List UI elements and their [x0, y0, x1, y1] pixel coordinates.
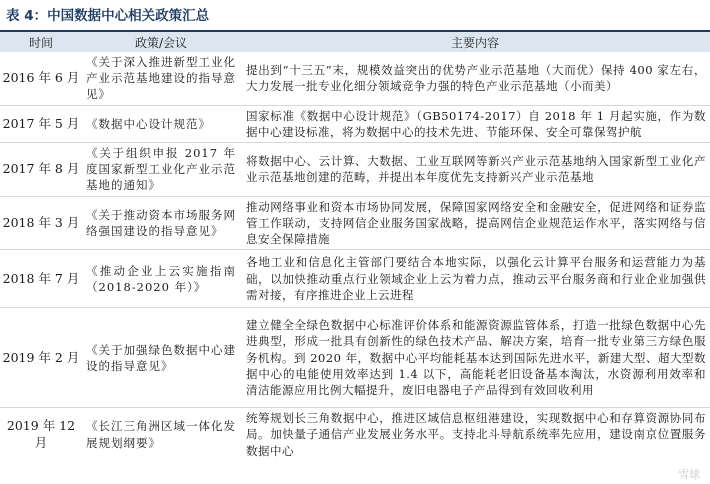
watermark: 雪球 — [678, 468, 700, 481]
table-row — [0, 250, 710, 308]
table-row — [0, 143, 710, 197]
row-content: 推动网络事业和资本市场协同发展，保障国家网络安全和金融安全，促进网络和证券监管工作联动，支持网信企业服务国家战略，提高网信企业规范运作水平，落实网络与信息安全保障措施 — [240, 196, 710, 250]
table-row — [0, 52, 710, 105]
row-time: 2019 年 2 月 — [0, 308, 82, 408]
row-content: 提出到“十三五”末，规模效益突出的优势产业示范基地（大而优）保持 400 家左右，大力发展一批专业化细分领域竞争力强的特色产业示范基地（小而美） — [240, 52, 710, 105]
row-policy: 《推动企业上云实施指南（2018-2020 年）》 — [82, 250, 240, 308]
table-row — [0, 308, 710, 408]
row-time: 2017 年 5 月 — [0, 105, 82, 142]
row-time: 2018 年 7 月 — [0, 250, 82, 308]
row-policy: 《关于组织申报 2017 年度国家新型工业化产业示范基地的通知》 — [82, 143, 240, 197]
row-content: 建立健全全绿色数据中心标准评价体系和能源资源监管体系，打造一批绿色数据中心先进典型，形成一批具有创新性的绿色技术产品、解决方案，培育一批专业第三方绿色服务机构。到 2020 年，数据中心平均能耗基本达到国际先进水平，新建大型、超大型数据中心的电能使用效率达到 1.4 以下，高能耗老旧设备基本淘汰，水资源利用效率和清洁能源应用比例大幅提升，废旧电器电子产品得到有效回收利用 — [240, 308, 710, 408]
row-content: 各地工业和信息化主管部门要结合本地实际，以强化云计算平台服务和运营能力为基础，以加快推动重点行业领域企业上云为着力点，推动云平台服务商和行业企业加强供需对接，有序推进企业上云进程 — [240, 250, 710, 308]
row-policy: 《长江三角洲区域一体化发展规划纲要》 — [86, 419, 236, 450]
row-time: 2016 年 6 月 — [0, 52, 82, 105]
table-title: 表 4：中国数据中心相关政策汇总 — [0, 0, 710, 32]
table-row — [0, 196, 710, 250]
table-row — [0, 408, 710, 461]
row-content: 国家标准《数据中心设计规范》（GB50174-2017）自 2018 年 1 月起实施，作为数据中心建设标准，将为数据中心的技术先进、节能环保、安全可靠保驾护航 — [240, 105, 710, 142]
header-policy: 政策/会议 — [82, 32, 240, 52]
row-content: 将数据中心、云计算、大数据、工业互联网等新兴产业示范基地纳入国家新型工业化产业示范基地创建的范畴，并提出本年度优先支持新兴产业示范基地 — [240, 143, 710, 197]
header-time: 时间 — [0, 32, 82, 52]
row-policy: 《关于加强绿色数据中心建设的指导意见》 — [82, 308, 240, 408]
table-header-row — [0, 32, 710, 52]
row-policy: 《关于深入推进新型工业化产业示范基地建设的指导意见》 — [82, 52, 240, 105]
row-policy: 《数据中心设计规范》 — [82, 105, 240, 142]
table-row — [0, 105, 710, 142]
header-content: 主要内容 — [240, 32, 710, 52]
row-time: 2019 年 12 月 — [6, 418, 76, 450]
policy-table — [0, 32, 710, 461]
row-time: 2018 年 3 月 — [0, 196, 82, 250]
row-content: 统筹规划长三角数据中心，推进区域信息枢纽港建设，实现数据中心和存算资源协同布局。加快量子通信产业发展业务水平。支持北斗导航系统率先应用，建设南京位置服务数据中心 — [246, 411, 706, 458]
row-policy: 《关于推动资本市场服务网络强国建设的指导意见》 — [82, 196, 240, 250]
row-time: 2017 年 8 月 — [0, 143, 82, 197]
